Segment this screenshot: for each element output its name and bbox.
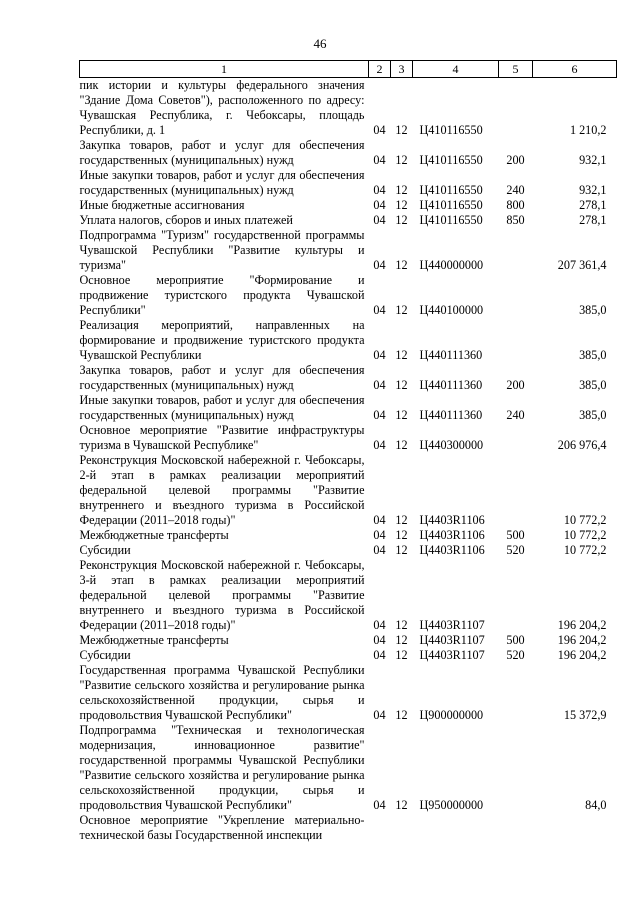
row-target-code: Ц440111360 bbox=[419, 348, 483, 362]
table-row bbox=[80, 273, 617, 318]
row-amount: 278,1 bbox=[579, 213, 607, 227]
row-target-code: Ц440111360 bbox=[419, 408, 483, 422]
row-subsection: 12 bbox=[395, 303, 408, 317]
row-expense-type: 520 bbox=[506, 543, 525, 557]
header-col-6: 6 bbox=[533, 61, 617, 78]
row-expense-type bbox=[499, 228, 533, 273]
row-amount: 385,0 bbox=[579, 303, 607, 317]
row-name: Уплата налогов, сборов и иных платежей bbox=[79, 213, 293, 227]
table-row bbox=[80, 813, 617, 843]
row-name: Иные закупки товаров, работ и услуг для обеспечения государственных (муниципальных) нужд bbox=[79, 168, 365, 197]
row-target-code: Ц410116550 bbox=[419, 123, 483, 137]
row-target-code: Ц440000000 bbox=[419, 258, 484, 272]
row-amount: 278,1 bbox=[579, 198, 607, 212]
table-row bbox=[80, 78, 617, 139]
row-expense-type: 520 bbox=[506, 648, 525, 662]
row-subsection: 12 bbox=[395, 123, 408, 137]
row-target-code: Ц4403R1107 bbox=[419, 648, 485, 662]
table-row bbox=[80, 528, 617, 543]
row-section: 04 bbox=[373, 348, 386, 362]
row-amount: 10 772,2 bbox=[563, 543, 607, 557]
row-section: 04 bbox=[373, 543, 386, 557]
page-number: 46 bbox=[313, 36, 327, 51]
row-section: 04 bbox=[373, 438, 386, 452]
row-amount bbox=[533, 813, 617, 843]
row-target-code: Ц410116550 bbox=[419, 198, 483, 212]
row-subsection bbox=[391, 813, 413, 843]
row-amount: 385,0 bbox=[579, 348, 607, 362]
row-subsection: 12 bbox=[395, 633, 408, 647]
row-expense-type: 240 bbox=[506, 183, 525, 197]
row-amount: 196 204,2 bbox=[557, 648, 607, 662]
row-subsection: 12 bbox=[395, 708, 408, 722]
row-expense-type: 500 bbox=[506, 528, 525, 542]
row-expense-type bbox=[499, 453, 533, 528]
table-header-row bbox=[80, 61, 617, 78]
row-subsection: 12 bbox=[395, 378, 408, 392]
row-target-code bbox=[413, 813, 499, 843]
table-row bbox=[80, 393, 617, 423]
row-name: Межбюджетные трансферты bbox=[79, 633, 229, 647]
table-row bbox=[80, 633, 617, 648]
row-amount: 932,1 bbox=[579, 153, 607, 167]
row-name: Основное мероприятие "Развитие инфраструктуры туризма в Чувашской Республике" bbox=[79, 423, 365, 452]
row-subsection: 12 bbox=[395, 213, 408, 227]
row-target-code: Ц410116550 bbox=[419, 213, 483, 227]
row-amount: 932,1 bbox=[579, 183, 607, 197]
row-expense-type: 800 bbox=[506, 198, 525, 212]
row-amount: 196 204,2 bbox=[557, 618, 607, 632]
table-row bbox=[80, 648, 617, 663]
row-name: Иные закупки товаров, работ и услуг для обеспечения государственных (муниципальных) нужд bbox=[79, 393, 365, 422]
table-row bbox=[80, 723, 617, 813]
row-name: Субсидии bbox=[79, 543, 131, 557]
row-target-code: Ц4403R1106 bbox=[419, 528, 485, 542]
row-expense-type bbox=[499, 423, 533, 453]
row-amount: 15 372,9 bbox=[563, 708, 607, 722]
row-subsection: 12 bbox=[395, 198, 408, 212]
row-name: Основное мероприятие "Укрепление материально-технической базы Государственной инспекции bbox=[79, 813, 365, 842]
row-target-code: Ц4403R1107 bbox=[419, 633, 485, 647]
row-amount: 84,0 bbox=[585, 798, 607, 812]
row-expense-type bbox=[499, 813, 533, 843]
row-amount: 385,0 bbox=[579, 378, 607, 392]
row-section: 04 bbox=[373, 618, 386, 632]
row-section: 04 bbox=[373, 378, 386, 392]
row-target-code: Ц950000000 bbox=[419, 798, 484, 812]
header-col-4: 4 bbox=[413, 61, 499, 78]
row-name: Реконструкция Московской набережной г. Чебоксары, 3-й этап в рамках реализации мероприятий федеральной целевой программы "Развитие внутреннего и въездного туризма в Российской Федерации (2011–2018 годы)" bbox=[79, 558, 365, 632]
row-target-code: Ц410116550 bbox=[419, 183, 483, 197]
row-name: Основное мероприятие "Формирование и продвижение туристского продукта Чувашской Республики" bbox=[79, 273, 365, 317]
row-target-code: Ц440100000 bbox=[419, 303, 484, 317]
row-subsection: 12 bbox=[395, 183, 408, 197]
row-target-code: Ц4403R1106 bbox=[419, 513, 485, 527]
row-subsection: 12 bbox=[395, 648, 408, 662]
row-section: 04 bbox=[373, 183, 386, 197]
row-section: 04 bbox=[373, 153, 386, 167]
header-col-2: 2 bbox=[369, 61, 391, 78]
row-section bbox=[369, 813, 391, 843]
row-target-code: Ц4403R1107 bbox=[419, 618, 485, 632]
row-name: Субсидии bbox=[79, 648, 131, 662]
table-row bbox=[80, 318, 617, 363]
row-subsection: 12 bbox=[395, 528, 408, 542]
row-amount: 206 976,4 bbox=[557, 438, 607, 452]
table-row bbox=[80, 558, 617, 633]
table-row bbox=[80, 663, 617, 723]
row-amount: 1 210,2 bbox=[569, 123, 607, 137]
row-section: 04 bbox=[373, 303, 386, 317]
row-section: 04 bbox=[373, 258, 386, 272]
table-row bbox=[80, 423, 617, 453]
row-name: Межбюджетные трансферты bbox=[79, 528, 229, 542]
budget-table bbox=[79, 60, 617, 843]
row-section: 04 bbox=[373, 408, 386, 422]
table-row bbox=[80, 213, 617, 228]
row-section: 04 bbox=[373, 633, 386, 647]
row-amount: 10 772,2 bbox=[563, 528, 607, 542]
table-row bbox=[80, 363, 617, 393]
row-target-code: Ц900000000 bbox=[419, 708, 484, 722]
header-col-5: 5 bbox=[499, 61, 533, 78]
row-expense-type bbox=[499, 723, 533, 813]
header-col-1: 1 bbox=[80, 61, 369, 78]
table-row bbox=[80, 453, 617, 528]
row-expense-type bbox=[499, 78, 533, 139]
row-name: Подпрограмма "Техническая и технологическая модернизация, инновационное развитие" государственной программы Чувашской Республики "Развитие сельского хозяйства и регулирование рынка сельскохозяйственной продукции, сырья и продовольствия Чувашской Республики" bbox=[79, 723, 365, 812]
row-subsection: 12 bbox=[395, 408, 408, 422]
row-name: Реконструкция Московской набережной г. Чебоксары, 2-й этап в рамках реализации мероприятий федеральной целевой программы "Развитие внутреннего и въездного туризма в Российской Федерации (2011–2018 годы)" bbox=[79, 453, 365, 527]
table-row bbox=[80, 138, 617, 168]
row-target-code: Ц410116550 bbox=[419, 153, 483, 167]
row-subsection: 12 bbox=[395, 618, 408, 632]
table-row bbox=[80, 168, 617, 198]
header-col-3: 3 bbox=[391, 61, 413, 78]
row-section: 04 bbox=[373, 708, 386, 722]
row-expense-type bbox=[499, 663, 533, 723]
row-target-code: Ц4403R1106 bbox=[419, 543, 485, 557]
row-section: 04 bbox=[373, 198, 386, 212]
table-body bbox=[80, 78, 617, 844]
table-row bbox=[80, 198, 617, 213]
row-amount: 196 204,2 bbox=[557, 633, 607, 647]
row-section: 04 bbox=[373, 528, 386, 542]
row-target-code: Ц440111360 bbox=[419, 378, 483, 392]
row-name: Иные бюджетные ассигнования bbox=[79, 198, 245, 212]
row-expense-type: 200 bbox=[506, 378, 525, 392]
row-expense-type: 850 bbox=[506, 213, 525, 227]
row-section: 04 bbox=[373, 213, 386, 227]
row-amount: 10 772,2 bbox=[563, 513, 607, 527]
row-name: Подпрограмма "Туризм" государственной программы Чувашской Республики "Развитие культуры и туризма" bbox=[79, 228, 365, 272]
row-expense-type: 500 bbox=[506, 633, 525, 647]
table-row bbox=[80, 228, 617, 273]
row-name: Закупка товаров, работ и услуг для обеспечения государственных (муниципальных) нужд bbox=[79, 363, 365, 392]
row-expense-type bbox=[499, 273, 533, 318]
row-name: Реализация мероприятий, направленных на формирование и продвижение туристского продукта Чувашской Республики bbox=[79, 318, 365, 362]
row-subsection: 12 bbox=[395, 348, 408, 362]
row-section: 04 bbox=[373, 648, 386, 662]
row-section: 04 bbox=[373, 798, 386, 812]
row-target-code: Ц440300000 bbox=[419, 438, 484, 452]
row-name: Закупка товаров, работ и услуг для обеспечения государственных (муниципальных) нужд bbox=[79, 138, 365, 167]
row-subsection: 12 bbox=[395, 513, 408, 527]
table-row bbox=[80, 543, 617, 558]
row-section: 04 bbox=[373, 513, 386, 527]
row-subsection: 12 bbox=[395, 798, 408, 812]
row-amount: 385,0 bbox=[579, 408, 607, 422]
row-subsection: 12 bbox=[395, 153, 408, 167]
row-expense-type: 200 bbox=[506, 153, 525, 167]
row-expense-type bbox=[499, 558, 533, 633]
row-amount: 207 361,4 bbox=[557, 258, 607, 272]
row-expense-type bbox=[499, 318, 533, 363]
row-subsection: 12 bbox=[395, 258, 408, 272]
row-name: Государственная программа Чувашской Республики "Развитие сельского хозяйства и регулирование рынка сельскохозяйственной продукции, сырья и продовольствия Чувашской Республики" bbox=[79, 663, 365, 722]
row-subsection: 12 bbox=[395, 438, 408, 452]
row-name: пик истории и культуры федерального значения "Здание Дома Советов"), расположенного по адресу: Чувашская Республика, г. Чебоксары, площадь Республики, д. 1 bbox=[79, 78, 365, 137]
row-section: 04 bbox=[373, 123, 386, 137]
row-subsection: 12 bbox=[395, 543, 408, 557]
row-expense-type: 240 bbox=[506, 408, 525, 422]
